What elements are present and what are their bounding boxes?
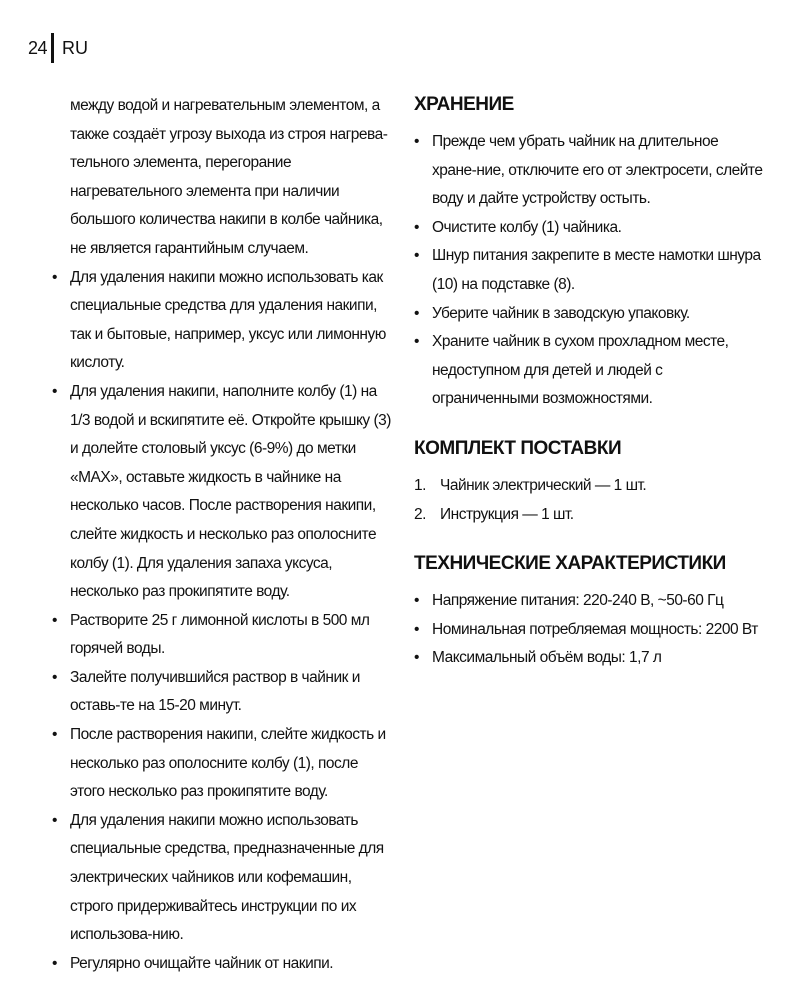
right-column <box>414 92 764 695</box>
left-column <box>52 92 392 978</box>
descaling-list <box>52 264 392 979</box>
specs-section <box>414 551 764 673</box>
list-item-text: Для удаления накипи можно использовать как специальные средства для удаления накипи, так и бытовые, например, уксус или лимонную кислоту. <box>70 268 386 372</box>
list-item <box>414 644 764 673</box>
list-item <box>414 300 764 329</box>
list-item-text: Для удаления накипи можно использовать специальные средства, предназначенные для электрических чайников или кофемашин, строго придерживайтесь инструкции по их использова-нию. <box>70 811 384 944</box>
list-item <box>414 587 764 616</box>
list-item <box>414 328 764 414</box>
bullet-icon: • <box>414 649 419 667</box>
list-item <box>52 664 392 721</box>
list-item-text: Максимальный объём воды: 1,7 л <box>432 649 662 667</box>
list-item-text: Очистите колбу (1) чайника. <box>432 218 622 236</box>
list-item-text: После растворения накипи, слейте жидкость и несколько раз ополосните колбу (1), после этого несколько раз прокипятите воду. <box>70 726 386 801</box>
bullet-icon: • <box>414 133 419 150</box>
storage-heading: ХРАНЕНИЕ <box>414 94 514 115</box>
bullet-icon: • <box>414 592 419 610</box>
bullet-icon: • <box>52 668 57 686</box>
list-item <box>414 242 764 299</box>
list-item <box>52 607 392 664</box>
list-item <box>52 950 392 979</box>
list-item-text: Номинальная потребляемая мощность: 2200 Вт <box>432 620 758 638</box>
bullet-icon: • <box>414 304 419 322</box>
list-item-text: Для удаления накипи, наполните колбу (1) на 1/3 водой и вскипятите её. Откройте крышку (3) и долейте столовый уксус (6-9%) до метки «MAX», оставьте жидкость в чайнике на несколько часов. После растворения накипи, слейте жидкость и несколько раз ополосните колбу (1). Для удаления запаха уксуса, несколько раз прокипятите воду. <box>70 382 391 601</box>
list-item-text: Напряжение питания: 220-240 В, ~50-60 Гц <box>432 592 724 610</box>
header-divider <box>51 33 54 63</box>
list-item <box>52 721 392 807</box>
bullet-icon: • <box>52 726 57 744</box>
list-item-text: Растворите 25 г лимонной кислоты в 500 мл горячей воды. <box>70 611 370 658</box>
list-item <box>414 616 764 645</box>
list-item-text: Регулярно очищайте чайник от накипи. <box>70 954 334 972</box>
list-item-text: Чайник электрический — 1 шт. <box>440 476 647 494</box>
list-item-text: Уберите чайник в заводскую упаковку. <box>432 304 690 322</box>
bullet-icon: • <box>52 611 57 629</box>
list-item <box>414 472 764 501</box>
list-item <box>414 128 764 214</box>
bullet-icon: • <box>414 247 419 265</box>
item-number: 2. <box>414 505 426 523</box>
bullet-icon: • <box>414 218 419 236</box>
specs-heading: ТЕХНИЧЕСКИЕ ХАРАКТЕРИСТИКИ <box>414 553 726 575</box>
storage-list <box>414 128 764 414</box>
package-section <box>414 436 764 529</box>
storage-section <box>414 92 764 414</box>
list-item <box>52 378 392 607</box>
list-item-text: Инструкция — 1 шт. <box>440 505 574 523</box>
intro-paragraph: между водой и нагревательным элементом, а также создаёт угрозу выхода из строя нагрева-тельного элемента, перегорание нагревательного элемента при наличии большого количества накипи в колбе чайника, не является гарантийным случаем. <box>70 97 388 257</box>
list-item-text: Храните чайник в сухом прохладном месте, недоступном для детей и людей с ограниченными возможностями. <box>432 333 729 408</box>
package-list <box>414 472 764 529</box>
list-item-text: Залейте получившийся раствор в чайник и оставь-те на 15-20 минут. <box>70 668 360 715</box>
item-number: 1. <box>414 476 426 494</box>
bullet-icon: • <box>52 382 57 400</box>
list-item-text: Шнур питания закрепите в месте намотки шнура (10) на подставке (8). <box>432 247 761 293</box>
list-item <box>52 264 392 378</box>
bullet-icon: • <box>414 333 419 351</box>
package-heading: КОМПЛЕКТ ПОСТАВКИ <box>414 437 622 459</box>
specs-list <box>414 587 764 673</box>
page-number: 24 <box>28 37 48 58</box>
list-item <box>414 501 764 530</box>
bullet-icon: • <box>52 268 57 286</box>
list-item-text: Прежде чем убрать чайник на длительное хране-ние, отключите его от электросети, слейте воду и дайте устройству остыть. <box>432 133 763 208</box>
list-item <box>52 807 392 950</box>
bullet-icon: • <box>52 954 57 972</box>
language-label: RU <box>62 37 89 58</box>
page-header <box>28 32 88 64</box>
bullet-icon: • <box>414 620 419 638</box>
bullet-icon: • <box>52 811 57 829</box>
list-item <box>414 214 764 243</box>
